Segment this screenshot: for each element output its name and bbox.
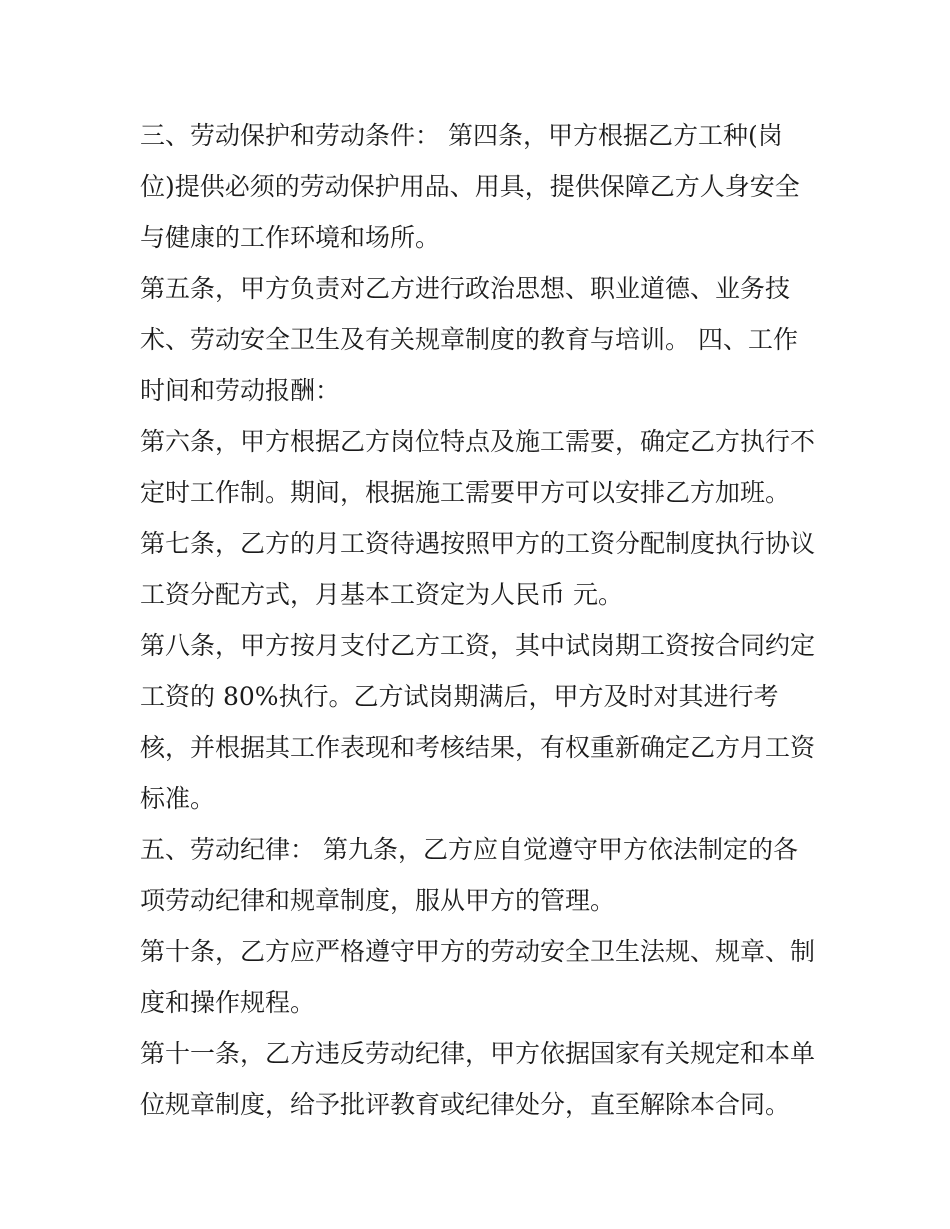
text-line: 定时工作制。期间，根据施工需要甲方可以安排乙方加班。 [140, 478, 791, 507]
text-line: 标准。 [140, 784, 216, 813]
text-line: 三、劳动保护和劳动条件： 第四条，甲方根据乙方工种(岗 [140, 121, 783, 150]
text-line: 工资分配方式，月基本工资定为人民币 元。 [140, 580, 623, 609]
text-line: 项劳动纪律和规章制度，服从甲方的管理。 [140, 886, 616, 915]
text-line: 第十一条，乙方违反劳动纪律，甲方依据国家有关规定和本单 [140, 1039, 816, 1068]
text-line: 与健康的工作环境和场所。 [140, 223, 441, 252]
text-line: 术、劳动安全卫生及有关规章制度的教育与培训。 四、工作 [140, 325, 798, 354]
text-line: 第七条，乙方的月工资待遇按照甲方的工资分配制度执行协议 [140, 529, 816, 558]
text-line: 第五条，甲方负责对乙方进行政治思想、职业道德、业务技 [140, 274, 791, 303]
text-line: 第十条，乙方应严格遵守甲方的劳动安全卫生法规、规章、制 [140, 937, 816, 966]
text-line: 位规章制度，给予批评教育或纪律处分，直至解除本合同。 [140, 1090, 791, 1119]
text-line: 位)提供必须的劳动保护用品、用具，提供保障乙方人身安全 [140, 172, 800, 201]
text-line: 五、劳动纪律： 第九条，乙方应自觉遵守甲方依法制定的各 [140, 835, 798, 864]
text-line: 核，并根据其工作表现和考核结果，有权重新确定乙方月工资 [140, 733, 816, 762]
text-line: 第六条，甲方根据乙方岗位特点及施工需要，确定乙方执行不 [140, 427, 816, 456]
text-line: 度和操作规程。 [140, 988, 316, 1017]
text-line: 第八条，甲方按月支付乙方工资，其中试岗期工资按合同约定 [140, 631, 816, 660]
text-line: 时间和劳动报酬： [140, 376, 341, 405]
text-line: 工资的 80%执行。乙方试岗期满后，甲方及时对其进行考 [140, 682, 779, 711]
document-body [140, 110, 820, 1130]
